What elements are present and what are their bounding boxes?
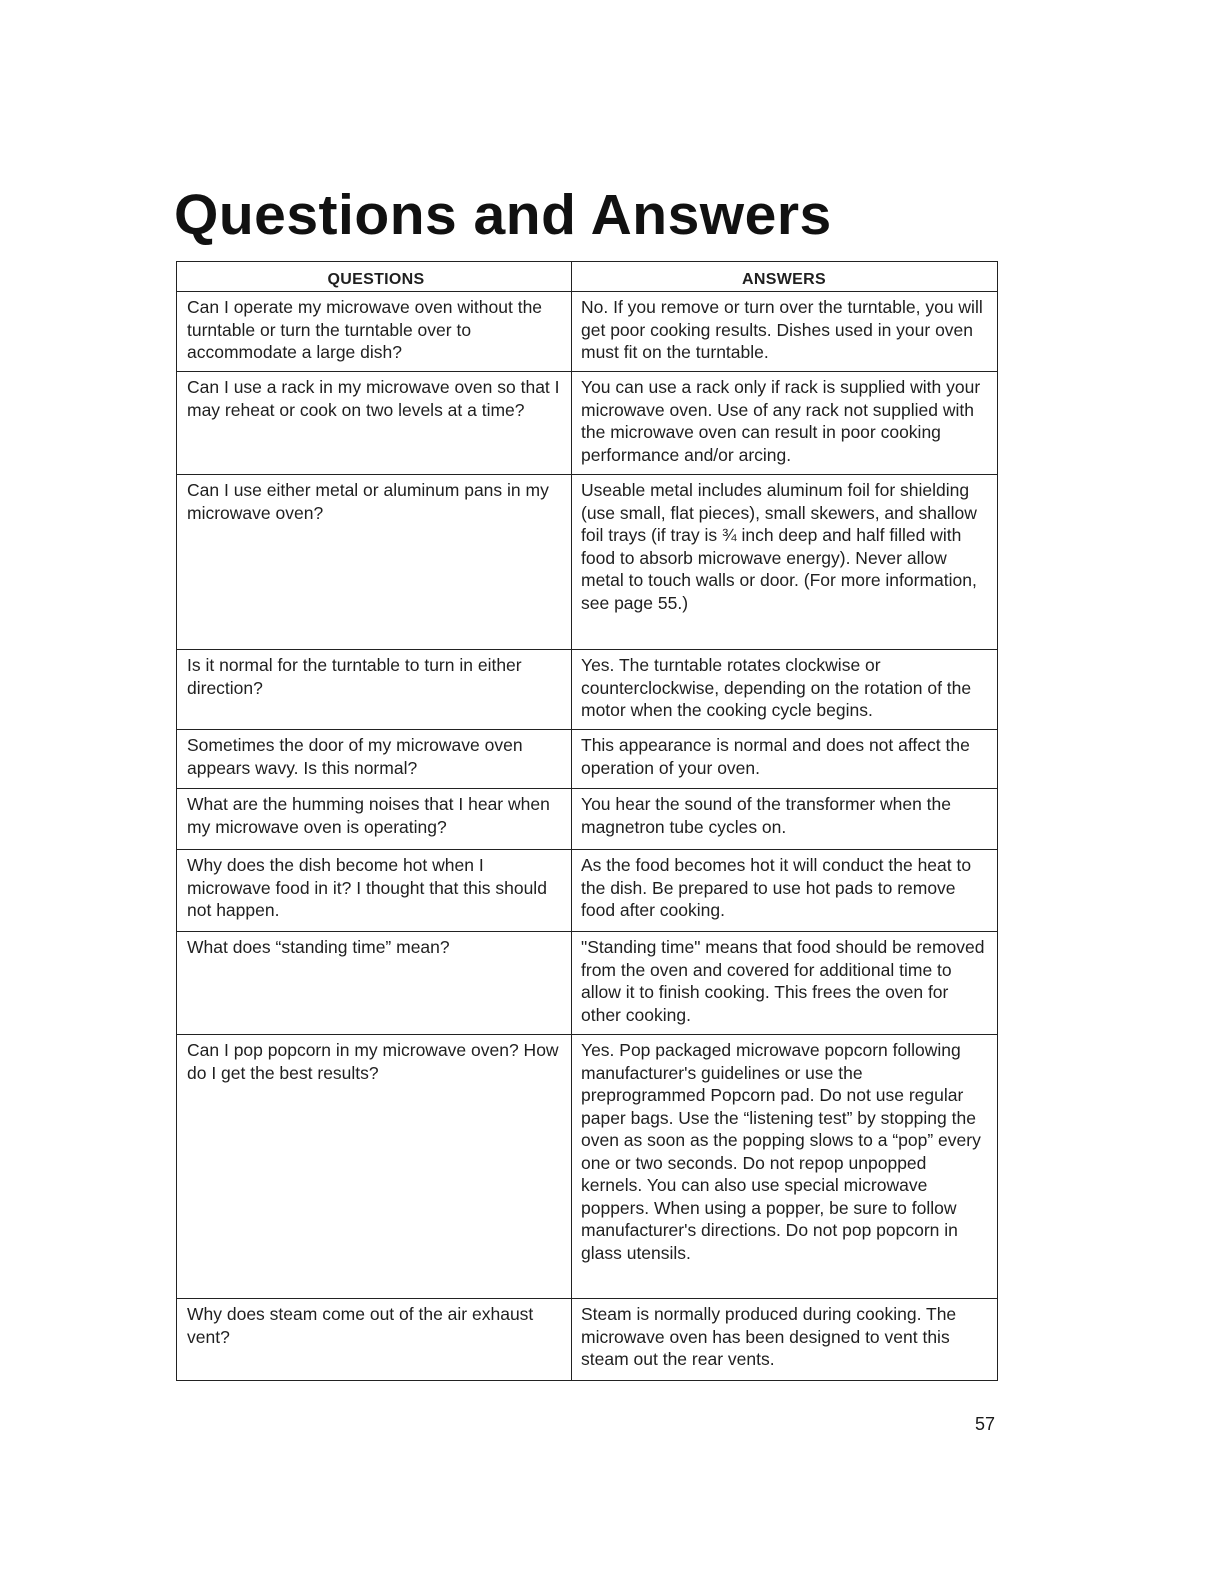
table-row	[176, 292, 998, 372]
table-row	[176, 475, 998, 650]
answer-cell: As the food becomes hot it will conduct the heat to the dish. Be prepared to use hot pads to remove food after cooking.	[571, 850, 998, 931]
table-row	[176, 1035, 998, 1299]
answer-cell: "Standing time" means that food should be removed from the oven and covered for additional time to allow it to finish cooking. This frees the oven for other cooking.	[571, 932, 998, 1034]
question-cell: Can I use a rack in my microwave oven so that I may reheat or cook on two levels at a time?	[176, 372, 571, 474]
question-cell: Why does steam come out of the air exhaust vent?	[176, 1299, 571, 1380]
answer-cell: Yes. The turntable rotates clockwise or counterclockwise, depending on the rotation of the motor when the cooking cycle begins.	[571, 650, 998, 729]
question-cell: Can I operate my microwave oven without the turntable or turn the turntable over to accommodate a large dish?	[176, 292, 571, 371]
question-cell: Why does the dish become hot when I microwave food in it? I thought that this should not happen.	[176, 850, 571, 931]
answer-cell: Yes. Pop packaged microwave popcorn following manufacturer's guidelines or use the preprogrammed Popcorn pad. Do not use regular paper bags. Use the “listening test” by stopping the oven as soon as the popping slows to a “pop” every one or two seconds. Do not repop unpopped kernels. You can also use special microwave poppers. When using a popper, be sure to follow manufacturer's directions. Do not pop popcorn in glass utensils.	[571, 1035, 998, 1298]
question-cell: What are the humming noises that I hear when my microwave oven is operating?	[176, 789, 571, 849]
question-cell: Can I use either metal or aluminum pans in my microwave oven?	[176, 475, 571, 649]
qa-table	[176, 261, 998, 1381]
question-cell: What does “standing time” mean?	[176, 932, 571, 1034]
table-header-row	[176, 261, 998, 292]
table-row	[176, 730, 998, 789]
answers-column-header: ANSWERS	[571, 262, 998, 291]
table-row	[176, 850, 998, 932]
questions-column-header: QUESTIONS	[176, 262, 571, 291]
answer-cell: This appearance is normal and does not affect the operation of your oven.	[571, 730, 998, 788]
question-cell: Can I pop popcorn in my microwave oven? How do I get the best results?	[176, 1035, 571, 1298]
question-cell: Is it normal for the turntable to turn in either direction?	[176, 650, 571, 729]
table-row	[176, 650, 998, 730]
answer-cell: Useable metal includes aluminum foil for shielding (use small, flat pieces), small skewers, and shallow foil trays (if tray is ¾ inch deep and half filled with food to absorb microwave energy). Never allow metal to touch walls or door. (For more information, see page 55.)	[571, 475, 998, 649]
answer-cell: You can use a rack only if rack is supplied with your microwave oven. Use of any rack not supplied with the microwave oven can result in poor cooking performance and/or arcing.	[571, 372, 998, 474]
table-row	[176, 1299, 998, 1381]
question-cell: Sometimes the door of my microwave oven appears wavy. Is this normal?	[176, 730, 571, 788]
page-number: 57	[975, 1414, 996, 1434]
answer-cell: Steam is normally produced during cooking. The microwave oven has been designed to vent this steam out the rear vents.	[571, 1299, 998, 1380]
table-row	[176, 372, 998, 475]
page-title: Questions and Answers	[174, 183, 832, 247]
table-row	[176, 789, 998, 850]
answer-cell: You hear the sound of the transformer when the magnetron tube cycles on.	[571, 789, 998, 849]
answer-cell: No. If you remove or turn over the turntable, you will get poor cooking results. Dishes used in your oven must fit on the turntable.	[571, 292, 998, 371]
table-row	[176, 932, 998, 1035]
